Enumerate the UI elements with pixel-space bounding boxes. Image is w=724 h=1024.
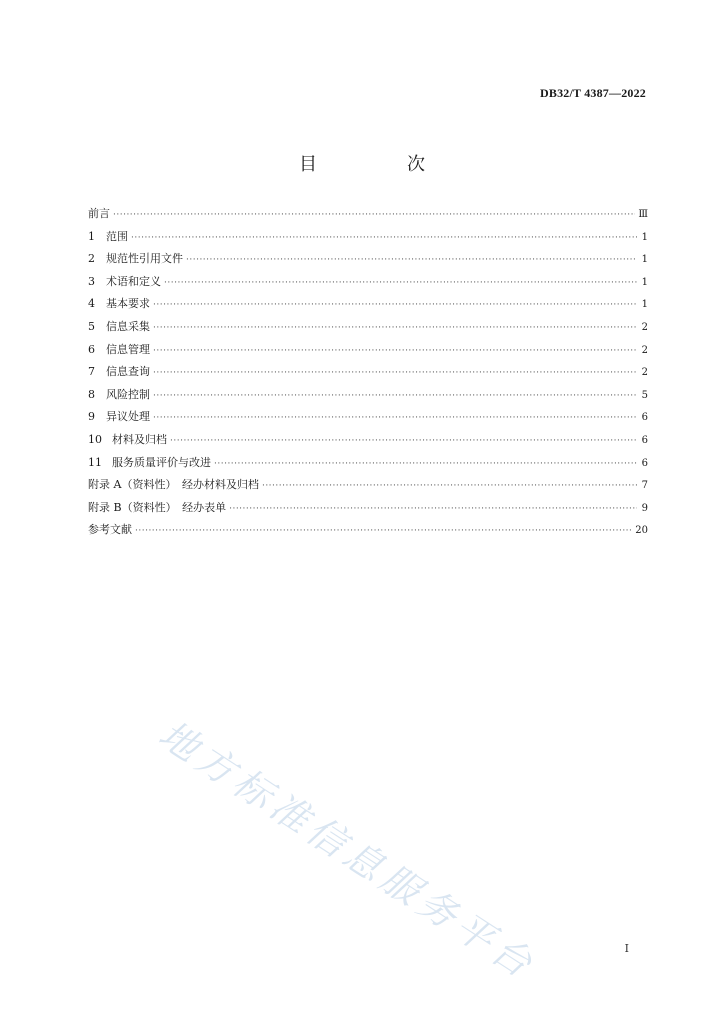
toc-entry-label: 规范性引用文件 bbox=[106, 252, 183, 266]
toc-entry-label: 材料及归档 bbox=[112, 432, 167, 446]
toc-entry-label: 异议处理 bbox=[106, 410, 150, 424]
page-number: I bbox=[624, 942, 629, 955]
toc-entry-page: 6 bbox=[641, 457, 648, 469]
document-code: DB32/T 4387—2022 bbox=[540, 86, 646, 100]
toc-entry-page: 6 bbox=[641, 434, 648, 446]
toc-entry-bibliography[interactable] bbox=[88, 523, 648, 546]
toc-entry-page: 2 bbox=[641, 344, 648, 356]
toc-entry-service-quality[interactable] bbox=[88, 456, 648, 479]
toc-entry-label: 风险控制 bbox=[106, 387, 150, 401]
dot-leader bbox=[153, 366, 637, 380]
toc-entry-appendix-a[interactable] bbox=[88, 478, 648, 501]
dot-leader bbox=[153, 389, 637, 403]
toc-entry-page: 2 bbox=[641, 367, 648, 379]
watermark: 地方标准信息服务平台 bbox=[151, 711, 545, 989]
toc-entry-page: 9 bbox=[641, 502, 648, 514]
toc-entry-number: 2 bbox=[88, 252, 95, 266]
toc-entry-label: 信息查询 bbox=[106, 365, 150, 379]
toc-entry-label: 前言 bbox=[88, 207, 110, 220]
dot-leader bbox=[153, 298, 637, 312]
toc-entry-normative-references[interactable] bbox=[88, 252, 648, 275]
toc-entry-objection-handling[interactable] bbox=[88, 410, 648, 433]
toc-entry-page: 5 bbox=[641, 389, 648, 401]
dot-leader bbox=[262, 479, 637, 493]
dot-leader bbox=[153, 344, 637, 358]
toc-entry-page: 1 bbox=[641, 299, 648, 311]
toc-entry-number: 1 bbox=[88, 229, 95, 243]
dot-leader bbox=[214, 457, 637, 471]
toc-entry-number: 10 bbox=[88, 432, 102, 446]
toc-entry-label: 术语和定义 bbox=[106, 274, 161, 288]
toc-entry-appendix-b[interactable] bbox=[88, 501, 648, 524]
toc-entry-label: 服务质量评价与改进 bbox=[112, 455, 211, 469]
toc-entry-terms[interactable] bbox=[88, 275, 648, 298]
toc-entry-page: 2 bbox=[641, 321, 648, 333]
toc-entry-page: 20 bbox=[635, 525, 648, 537]
toc-entry-label: 参考文献 bbox=[88, 523, 132, 537]
toc-entry-risk-control[interactable] bbox=[88, 388, 648, 411]
toc-entry-info-management[interactable] bbox=[88, 343, 648, 366]
toc-entry-number: 5 bbox=[88, 319, 95, 333]
toc-entry-label: 附录 B（资料性） 经办表单 bbox=[88, 500, 227, 514]
toc-entry-info-query[interactable] bbox=[88, 365, 648, 388]
dot-leader bbox=[113, 208, 635, 222]
toc-entry-page: 7 bbox=[641, 480, 648, 492]
dot-leader bbox=[153, 411, 637, 425]
dot-leader bbox=[186, 253, 637, 267]
dot-leader bbox=[153, 321, 637, 335]
toc-entry-label: 信息采集 bbox=[106, 319, 150, 333]
dot-leader bbox=[131, 231, 637, 245]
toc-entry-page: 1 bbox=[641, 254, 648, 266]
toc-entry-number: 11 bbox=[88, 455, 102, 469]
toc-entry-number: 3 bbox=[88, 274, 95, 288]
page-title: 目 次 bbox=[299, 154, 461, 175]
toc-entry-number: 9 bbox=[88, 410, 95, 424]
table-of-contents bbox=[88, 207, 648, 546]
toc-entry-info-collection[interactable] bbox=[88, 320, 648, 343]
toc-entry-number: 8 bbox=[88, 387, 95, 401]
toc-entry-page: 1 bbox=[641, 231, 648, 243]
dot-leader bbox=[164, 276, 637, 290]
toc-entry-label: 信息管理 bbox=[106, 342, 150, 356]
toc-entry-label: 基本要求 bbox=[106, 297, 150, 311]
toc-entry-scope[interactable] bbox=[88, 230, 648, 253]
toc-entry-number: 4 bbox=[88, 297, 95, 311]
toc-entry-basic-requirements[interactable] bbox=[88, 297, 648, 320]
dot-leader bbox=[229, 502, 637, 516]
toc-entry-materials-archiving[interactable] bbox=[88, 433, 648, 456]
toc-entry-foreword[interactable] bbox=[88, 207, 648, 230]
dot-leader bbox=[135, 524, 632, 538]
dot-leader bbox=[170, 434, 637, 448]
toc-entry-page: 1 bbox=[641, 276, 648, 288]
toc-entry-page: 6 bbox=[641, 412, 648, 424]
toc-entry-number: 7 bbox=[88, 365, 95, 379]
toc-entry-label: 范围 bbox=[106, 229, 128, 243]
toc-entry-number: 6 bbox=[88, 342, 95, 356]
toc-entry-page: Ⅲ bbox=[638, 209, 648, 220]
toc-entry-label: 附录 A（资料性） 经办材料及归档 bbox=[88, 478, 259, 492]
